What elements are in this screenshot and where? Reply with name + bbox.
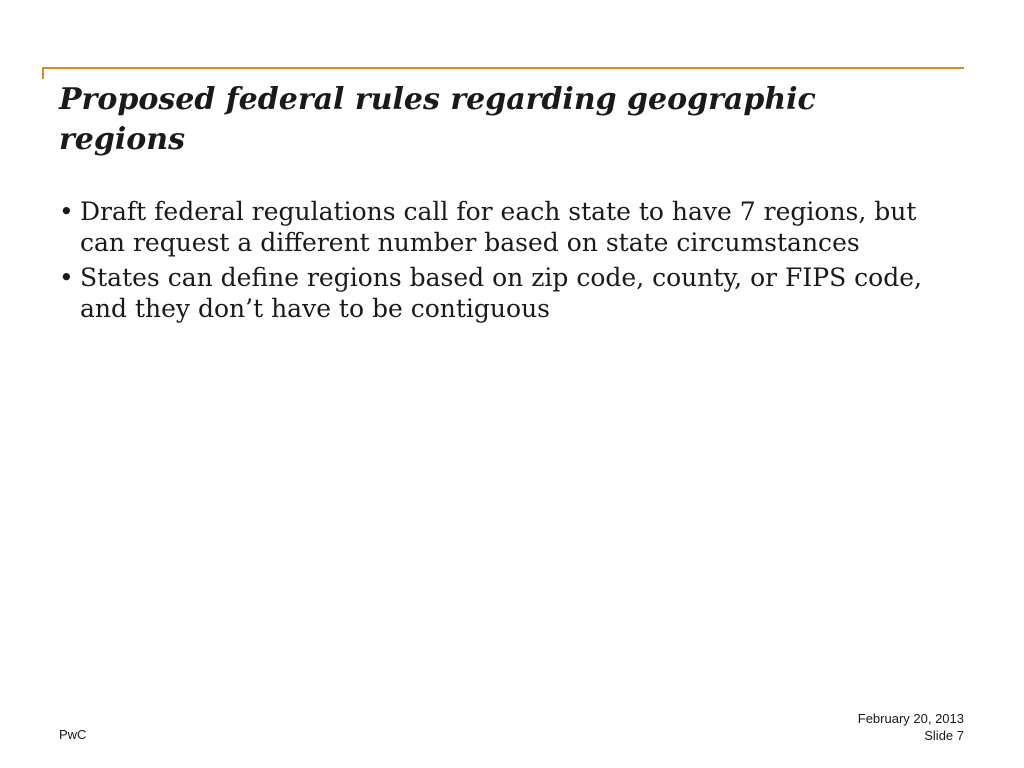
- slide-title: Proposed federal rules regarding geographic regions: [59, 82, 816, 157]
- title-accent-rule: [42, 67, 964, 69]
- footer-company: PwC: [59, 727, 87, 742]
- footer-date: February 20, 2013: [857, 711, 964, 726]
- bullet-text: States can define regions based on zip code, county, or FIPS code, and they don’t have to be contiguous: [80, 263, 922, 323]
- bullet-dot: •: [59, 197, 74, 226]
- bullet-dot: •: [59, 263, 74, 292]
- title-accent-tick: [42, 67, 44, 79]
- bullet-item: [59, 196, 969, 258]
- bullet-text: Draft federal regulations call for each state to have 7 regions, but can request a different number based on state circumstances: [80, 197, 917, 257]
- bullet-list: [59, 196, 969, 328]
- bullet-item: [59, 262, 969, 324]
- footer-meta: [858, 710, 964, 744]
- footer-slide-number: Slide 7: [924, 728, 964, 743]
